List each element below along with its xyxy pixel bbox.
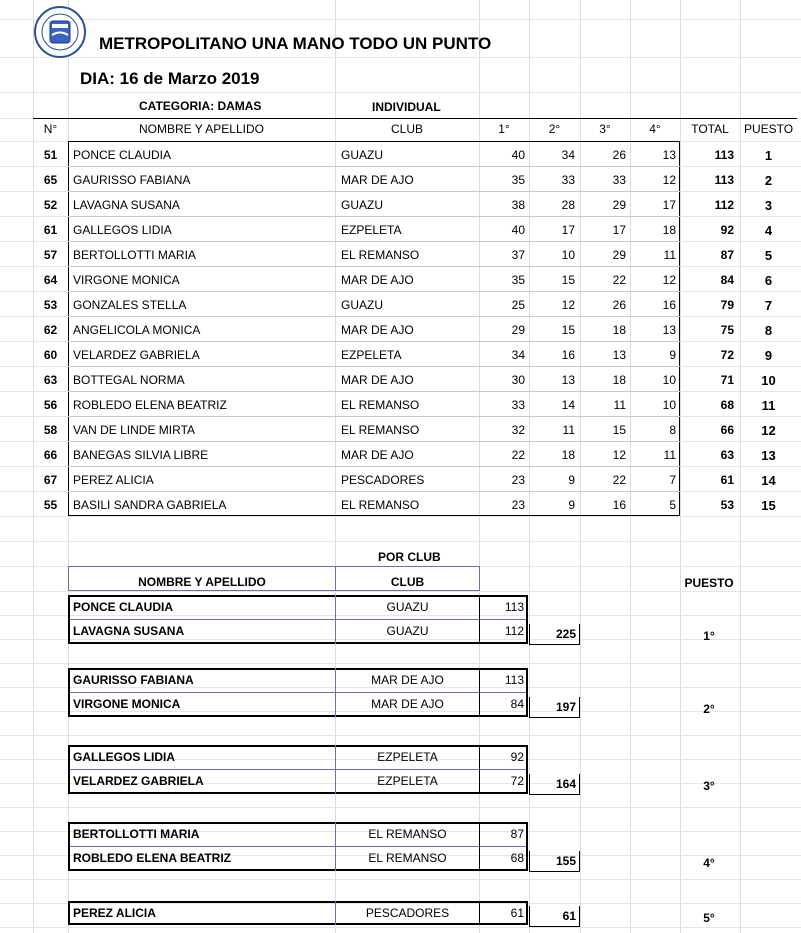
row-number: 63 [43, 373, 58, 387]
header-club: CLUB [390, 122, 423, 136]
round-4-score: 5 [669, 498, 676, 512]
player-club: MAR DE AJO [341, 448, 414, 462]
club-member-score: 87 [510, 827, 524, 841]
header-round-3: 3° [599, 122, 611, 136]
round-1-score: 32 [511, 423, 525, 437]
club-member-club: MAR DE AJO [371, 673, 444, 687]
club-member-club: GUAZU [386, 624, 429, 638]
player-club: EL REMANSO [341, 423, 420, 437]
club-member-score: 72 [510, 774, 524, 788]
row-separator [68, 416, 680, 417]
club-member-score: 61 [510, 906, 524, 920]
player-club: EL REMANSO [341, 248, 420, 262]
player-total: 112 [714, 198, 734, 212]
round-1-score: 33 [511, 398, 525, 412]
round-1-score: 35 [511, 273, 525, 287]
player-position: 1 [764, 148, 773, 163]
round-1-score: 34 [511, 348, 525, 362]
row-number: 53 [43, 298, 58, 312]
row-number: 51 [43, 148, 58, 162]
player-name: BOTTEGAL NORMA [73, 373, 185, 387]
row-number: 55 [43, 498, 58, 512]
player-name: GAURISSO FABIANA [73, 173, 191, 187]
row-separator [68, 316, 680, 317]
round-2-score: 28 [561, 198, 575, 212]
player-club: MAR DE AJO [341, 373, 414, 387]
porclub-title: POR CLUB [378, 550, 441, 564]
player-position: 4 [764, 223, 773, 238]
player-name: VIRGONE MONICA [73, 273, 180, 287]
player-total: 61 [720, 473, 734, 487]
row-separator [68, 466, 680, 467]
player-name: BERTOLLOTTI MARIA [73, 248, 196, 262]
event-date: DIA: 16 de Marzo 2019 [80, 69, 260, 88]
round-2-score: 11 [562, 423, 575, 437]
grid-line [0, 19, 801, 20]
club-sum: 225 [555, 627, 576, 641]
player-name: PONCE CLAUDIA [73, 148, 172, 162]
player-club: EZPELETA [341, 223, 402, 237]
player-club: GUAZU [341, 198, 383, 212]
grid-line [0, 879, 801, 880]
header-num: N° [43, 122, 58, 136]
round-3-score: 26 [612, 298, 626, 312]
club-member-name: GAURISSO FABIANA [73, 673, 194, 687]
round-4-score: 11 [663, 448, 676, 462]
round-1-score: 22 [511, 448, 525, 462]
club-member-score: 68 [510, 851, 524, 865]
row-number: 58 [43, 423, 58, 437]
row-number: 56 [43, 398, 58, 412]
round-1-score: 29 [511, 323, 525, 337]
round-2-score: 15 [561, 273, 575, 287]
row-separator [68, 216, 680, 217]
player-total: 71 [720, 373, 734, 387]
club-member-score: 112 [504, 624, 524, 638]
round-3-score: 12 [612, 448, 626, 462]
round-2-score: 14 [561, 398, 575, 412]
player-position: 11 [761, 398, 776, 413]
player-position: 3 [764, 198, 773, 213]
player-name: LAVAGNA SUSANA [73, 198, 180, 212]
club-member-score: 113 [504, 673, 524, 687]
club-member-name: BERTOLLOTTI MARIA [73, 827, 200, 841]
player-club: GUAZU [341, 298, 383, 312]
page-title: METROPOLITANO UNA MANO TODO UN PUNTO [99, 34, 492, 53]
grid-line [0, 735, 801, 736]
player-total: 75 [720, 323, 734, 337]
club-member-name: VIRGONE MONICA [73, 697, 181, 711]
round-1-score: 23 [511, 498, 525, 512]
mode-label: INDIVIDUAL [372, 100, 441, 114]
row-separator [68, 291, 680, 292]
porclub-club-header: CLUB [390, 575, 425, 589]
round-2-score: 13 [561, 373, 575, 387]
round-4-score: 9 [669, 348, 676, 362]
club-logo [33, 5, 87, 59]
round-3-score: 15 [612, 423, 626, 437]
round-1-score: 37 [511, 248, 525, 262]
player-club: MAR DE AJO [341, 273, 414, 287]
player-total: 92 [720, 223, 734, 237]
round-4-score: 10 [662, 373, 676, 387]
club-position: 2° [703, 702, 715, 716]
row-number: 57 [43, 248, 58, 262]
player-name: ROBLEDO ELENA BEATRIZ [73, 398, 227, 412]
club-sum: 155 [555, 854, 576, 868]
club-member-club: EL REMANSO [368, 851, 447, 865]
header-round-2: 2° [548, 122, 561, 136]
round-3-score: 22 [612, 473, 626, 487]
round-4-score: 8 [669, 423, 676, 437]
round-3-score: 26 [612, 148, 626, 162]
header-round-1: 1° [498, 122, 510, 136]
club-member-name: PEREZ ALICIA [73, 906, 156, 920]
club-sum: 197 [555, 700, 576, 714]
player-name: ANGELICOLA MONICA [73, 323, 201, 337]
row-number: 61 [43, 223, 58, 237]
player-position: 10 [761, 373, 776, 388]
round-4-score: 11 [663, 248, 676, 262]
round-4-score: 13 [662, 148, 676, 162]
player-club: EL REMANSO [341, 498, 420, 512]
round-1-score: 38 [511, 198, 525, 212]
round-2-score: 16 [561, 348, 575, 362]
row-separator [68, 491, 680, 492]
round-2-score: 18 [561, 448, 575, 462]
club-member-score: 92 [510, 750, 524, 764]
round-2-score: 33 [561, 173, 575, 187]
player-position: 15 [761, 498, 776, 513]
player-name: BASILI SANDRA GABRIELA [73, 498, 227, 512]
club-position: 3° [703, 779, 715, 793]
grid-line [0, 57, 801, 58]
player-club: MAR DE AJO [341, 323, 414, 337]
header-total: TOTAL [691, 122, 729, 136]
player-club: PESCADORES [341, 473, 425, 487]
player-position: 5 [764, 248, 773, 263]
player-name: VELARDEZ GABRIELA [73, 348, 200, 362]
round-3-score: 29 [612, 248, 626, 262]
round-4-score: 7 [669, 473, 676, 487]
club-position: 1° [703, 629, 715, 643]
player-total: 87 [720, 248, 734, 262]
round-2-score: 17 [561, 223, 575, 237]
row-separator [68, 241, 680, 242]
round-3-score: 13 [612, 348, 626, 362]
row-number: 60 [43, 348, 58, 362]
player-total: 72 [720, 348, 734, 362]
club-member-club: MAR DE AJO [371, 697, 444, 711]
row-number: 67 [43, 473, 58, 487]
round-1-score: 40 [511, 223, 525, 237]
player-total: 79 [720, 298, 734, 312]
round-3-score: 11 [613, 398, 626, 412]
player-total: 84 [720, 273, 734, 287]
porclub-puesto-header: PUESTO [684, 576, 734, 590]
row-separator [68, 266, 680, 267]
round-3-score: 29 [612, 198, 626, 212]
player-position: 7 [764, 298, 773, 313]
round-2-score: 10 [561, 248, 575, 262]
header-name: NOMBRE Y APELLIDO [139, 122, 264, 136]
club-member-club: PESCADORES [365, 906, 450, 920]
player-position: 13 [761, 448, 776, 463]
grid-line [0, 663, 801, 664]
header-round-4: 4° [649, 122, 661, 136]
player-position: 14 [761, 473, 776, 488]
row-number: 64 [43, 273, 58, 287]
club-position: 5° [703, 911, 715, 925]
row-separator [70, 692, 526, 693]
row-number: 52 [43, 198, 58, 212]
row-separator [68, 166, 680, 167]
player-total: 53 [720, 498, 734, 512]
club-member-name: GALLEGOS LIDIA [73, 750, 175, 764]
grid-line [0, 807, 801, 808]
player-total: 113 [714, 173, 734, 187]
row-separator [70, 619, 526, 620]
club-member-score: 113 [504, 600, 524, 614]
row-separator [68, 366, 680, 367]
round-2-score: 9 [568, 473, 575, 487]
round-3-score: 16 [612, 498, 626, 512]
row-number: 62 [43, 323, 58, 337]
grid-line [0, 591, 801, 592]
round-4-score: 16 [662, 298, 676, 312]
row-separator [68, 191, 680, 192]
row-separator [68, 441, 680, 442]
player-total: 113 [714, 148, 734, 162]
category-label: CATEGORIA: DAMAS [139, 99, 262, 113]
player-position: 9 [764, 348, 773, 363]
grid-line [0, 927, 801, 928]
player-name: GALLEGOS LIDIA [73, 223, 172, 237]
player-name: VAN DE LINDE MIRTA [73, 423, 196, 437]
round-4-score: 18 [662, 223, 676, 237]
round-4-score: 13 [662, 323, 676, 337]
row-separator [68, 391, 680, 392]
round-2-score: 15 [561, 323, 575, 337]
club-member-name: ROBLEDO ELENA BEATRIZ [73, 851, 231, 865]
row-separator [70, 769, 526, 770]
club-sum: 61 [562, 909, 576, 923]
grid-line [0, 541, 801, 542]
player-position: 12 [761, 423, 776, 438]
player-name: GONZALES STELLA [73, 298, 187, 312]
round-4-score: 12 [662, 173, 676, 187]
round-1-score: 30 [511, 373, 525, 387]
header-puesto: PUESTO [743, 122, 794, 136]
round-1-score: 23 [511, 473, 525, 487]
club-member-club: EZPELETA [377, 774, 438, 788]
club-member-score: 84 [510, 697, 524, 711]
club-member-club: EL REMANSO [368, 827, 447, 841]
player-club: EZPELETA [341, 348, 402, 362]
player-total: 66 [720, 423, 734, 437]
round-1-score: 25 [511, 298, 525, 312]
club-sum: 164 [555, 777, 576, 791]
club-member-name: VELARDEZ GABRIELA [73, 774, 204, 788]
club-member-club: EZPELETA [377, 750, 438, 764]
round-2-score: 12 [561, 298, 575, 312]
row-number: 65 [43, 173, 58, 187]
round-3-score: 33 [612, 173, 626, 187]
player-position: 8 [764, 323, 773, 338]
round-4-score: 17 [662, 198, 676, 212]
club-position: 4° [703, 856, 715, 870]
player-position: 6 [764, 273, 773, 288]
round-3-score: 18 [612, 323, 626, 337]
round-3-score: 17 [612, 223, 626, 237]
row-separator [70, 846, 526, 847]
player-name: BANEGAS SILVIA LIBRE [73, 448, 209, 462]
porclub-name-header: NOMBRE Y APELLIDO [138, 575, 266, 589]
round-3-score: 22 [612, 273, 626, 287]
round-1-score: 35 [511, 173, 525, 187]
player-club: GUAZU [341, 148, 383, 162]
player-club: MAR DE AJO [341, 173, 414, 187]
round-3-score: 18 [612, 373, 626, 387]
round-4-score: 12 [662, 273, 676, 287]
player-total: 68 [720, 398, 734, 412]
player-name: PEREZ ALICIA [73, 473, 154, 487]
club-member-name: PONCE CLAUDIA [73, 600, 174, 614]
grid-line [0, 92, 801, 93]
player-position: 2 [764, 173, 773, 188]
round-4-score: 10 [662, 398, 676, 412]
round-2-score: 34 [561, 148, 575, 162]
club-member-club: GUAZU [386, 600, 429, 614]
player-total: 63 [720, 448, 734, 462]
row-number: 66 [43, 448, 58, 462]
round-1-score: 40 [511, 148, 525, 162]
row-separator [68, 341, 680, 342]
player-club: EL REMANSO [341, 398, 420, 412]
club-member-name: LAVAGNA SUSANA [73, 624, 185, 638]
round-2-score: 9 [568, 498, 575, 512]
